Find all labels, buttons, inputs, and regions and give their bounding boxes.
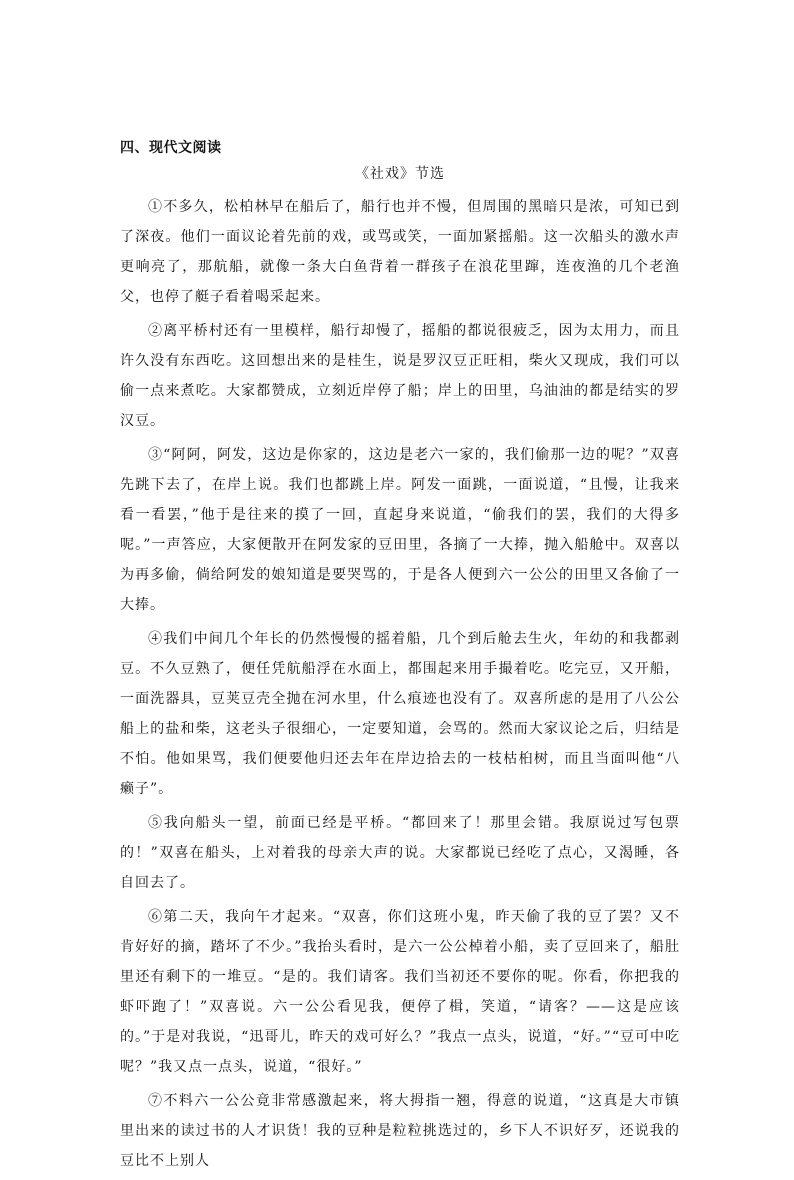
paragraph-6: ⑥第二天，我向午才起来。“双喜，你们这班小鬼，昨天偷了我的豆了罢？又不肯好好的摘，踏坏了不少。”我抬头看时，是六一公公棹着小船，卖了豆回来了，船肚里还有剩下的一堆豆。“是的。我们请客。我们当初还不要你的呢。你看，你把我的虾吓跑了！”双喜说。六一公公看见我，便停了楫，笑道，“请客？——这是应该的。”于是对我说，“迅哥儿，昨天的戏可好么？”我点一点头，说道，“好。”“豆可中吃呢？”我又点一点头，说道，“很好。”: [120, 909, 680, 1075]
paragraph-1: ①不多久，松柏林早在船后了，船行也并不慢，但周围的黑暗只是浓，可知已到了深夜。他们一面议论着先前的戏，或骂或笑，一面加紧摇船。这一次船头的激水声更响亮了，那航船，就像一条大白鱼背着一群孩子在浪花里蹿，连夜渔的几个老渔父，也停了艇子看着喝采起来。: [120, 199, 680, 305]
paragraph-3: ③“阿阿，阿发，这边是你家的，这边是老六一家的，我们偷那一边的呢？”双喜先跳下去了，在岸上说。我们也都跳上岸。阿发一面跳，一面说道，“且慢，让我来看一看罢，”他于是往来的摸了一回，直起身来说道，“偷我们的罢，我们的大得多呢。”一声答应，大家便散开在阿发家的豆田里，各摘了一大捧，抛入船舱中。双喜以为再多偷，倘给阿发的娘知道是要哭骂的，于是各人便到六一公公的田里又各偷了一大捧。: [120, 447, 680, 613]
paragraph-7: ⑦不料六一公公竟非常感激起来，将大拇指一翘，得意的说道，“这真是大市镇里出来的读过书的人才识货！我的豆种是粒粒挑选过的，乡下人不识好歹，还说我的豆比不上别人: [120, 1093, 680, 1169]
paragraph-4: ④我们中间几个年长的仍然慢慢的摇着船，几个到后舱去生火，年幼的和我都剥豆。不久豆熟了，便任凭航船浮在水面上，都围起来用手撮着吃。吃完豆，又开船，一面洗器具，豆荚豆壳全抛在河水里，什么痕迹也没有了。双喜所虑的是用了八公公船上的盐和柴，这老头子很细心，一定要知道，会骂的。然而大家议论之后，归结是不怕。他如果骂，我们便要他归还去年在岸边拾去的一枝枯桕树，而且当面叫他“八癞子”。: [120, 631, 680, 797]
article-title: 《社戏》节选: [355, 166, 445, 182]
paragraph-5: ⑤我向船头一望，前面已经是平桥。“都回来了！那里会错。我原说过写包票的！”双喜在船头，上对着我的母亲大声的说。大家都说已经吃了点心，又渴睡，各自回去了。: [120, 815, 680, 891]
paragraph-2: ②离平桥村还有一里模样，船行却慢了，摇船的都说很疲乏，因为太用力，而且许久没有东西吃。这回想出来的是桂生，说是罗汉豆正旺相，柴火又现成，我们可以偷一点来煮吃。大家都赞成，立刻近岸停了船；岸上的田里，乌油油的都是结实的罗汉豆。: [120, 323, 680, 429]
exam-section: [120, 136, 680, 1180]
section-heading: 四、现代文阅读: [120, 140, 222, 156]
